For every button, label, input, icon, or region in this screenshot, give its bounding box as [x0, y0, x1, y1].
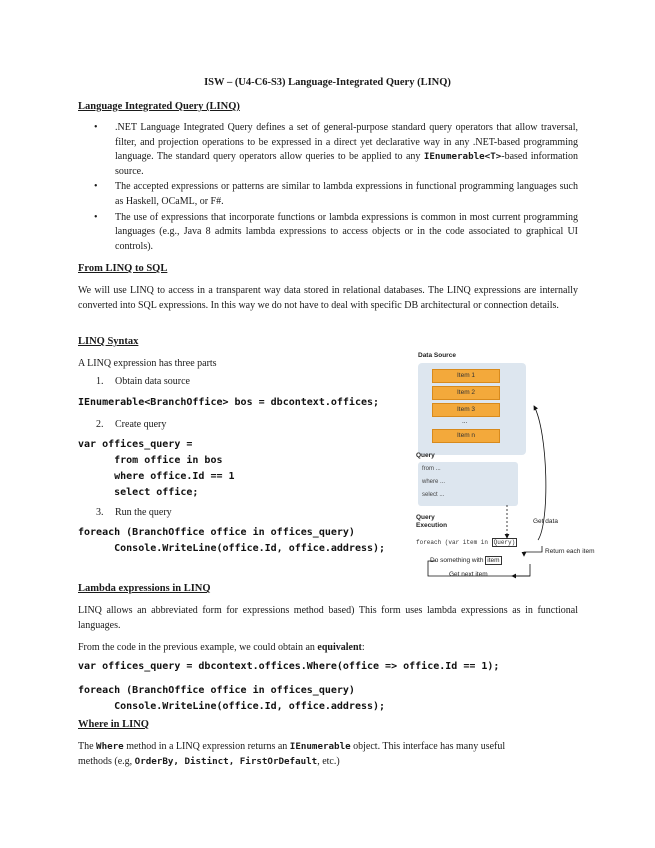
- exec-text: foreach (var item in: [416, 539, 492, 546]
- step-number: 3.: [96, 507, 104, 518]
- diagram-query-label: Query: [416, 452, 435, 459]
- get-next-label: Get next item: [449, 571, 488, 578]
- inline-code: IEnumerable<T>: [423, 151, 502, 163]
- step-number: 1.: [96, 376, 104, 387]
- code-line: foreach (BranchOffice office in offices_query): [78, 685, 355, 696]
- page-title: ISW – (U4-C6-S3) Language-Integrated Query (LINQ): [204, 77, 451, 88]
- inline-code: IEnumerable: [289, 741, 351, 752]
- data-item: Item 3: [432, 403, 500, 417]
- do-something-text: Do something with: [430, 557, 486, 564]
- diagram-exec-label-1: Query: [416, 514, 435, 521]
- return-each-label: Return each item: [545, 548, 595, 555]
- bold-text: equivalent: [317, 642, 362, 653]
- step-3: [96, 507, 172, 518]
- paragraph-where: [78, 739, 578, 769]
- heading-lambda: Lambda expressions in LINQ: [78, 583, 211, 594]
- step-2: [96, 419, 166, 430]
- data-item: Item 1: [432, 369, 500, 383]
- code-line: Console.WriteLine(office.Id, office.address);: [78, 543, 386, 554]
- text: , etc.): [317, 756, 340, 767]
- paragraph-syntax-intro: A LINQ expression has three parts: [78, 358, 217, 369]
- text: The: [78, 741, 97, 752]
- code-block-where: var offices_query = dbcontext.offices.Where(office => office.Id == 1);: [78, 661, 500, 672]
- paragraph-lambda-equivalent: [78, 640, 578, 655]
- linq-diagram: [412, 352, 595, 584]
- text: methods (e.g,: [78, 756, 135, 767]
- heading-linq-to-sql: From LINQ to SQL: [78, 263, 168, 274]
- inline-code: OrderBy, Distinct, FirstOrDefault: [134, 756, 318, 767]
- code-line: select office;: [78, 487, 199, 498]
- get-data-arrow: [534, 406, 546, 540]
- paragraph-linq-to-sql: We will use LINQ to access in a transparent way data stored in relational databases. The LINQ expressions are internally converted into SQL expressions. In this way we do not have to deal with specific DB architectural or connection details.: [78, 285, 578, 311]
- heading-linq: Language Integrated Query (LINQ): [78, 101, 240, 112]
- loop-line: [428, 561, 530, 576]
- code-line: foreach (BranchOffice office in offices_query): [78, 527, 355, 538]
- list-item: • The use of expressions that incorporate functions or lambda expressions is common in most current programming languages (e.g., Java 8 admits lambda expressions to access objects or in the code associated to graphical UI controls).: [78, 211, 578, 255]
- code-line: from office in bos: [78, 455, 223, 466]
- diagram-exec-label-2: Execution: [416, 522, 448, 529]
- step-label: Run the query: [115, 507, 172, 518]
- heading-linq-syntax: LINQ Syntax: [78, 336, 139, 347]
- bullet-text: .NET Language Integrated Query defines a set of general-purpose standard query operators that allow traversal, filter, and projection operations to be expressed in a direct yet declarative way in any .NET-based programming language. The standard query operators allow queries to be applied to any: [115, 122, 578, 163]
- step-number: 2.: [96, 419, 104, 430]
- list-item: • The accepted expressions or patterns are similar to lambda expressions in functional programming languages such as Haskell, OCaML, or F#.: [78, 180, 578, 209]
- item-box: item: [487, 557, 500, 564]
- text: :: [361, 642, 365, 653]
- return-item-arrow: [524, 546, 542, 556]
- text: object. This interface has many useful: [350, 741, 506, 752]
- exec-query-box: Query): [493, 539, 516, 546]
- query-line: select ...: [422, 492, 445, 498]
- code-line: where office.Id == 1: [78, 471, 235, 482]
- data-item-ellipsis: ...: [462, 418, 468, 425]
- bullet-text: -based information source.: [115, 151, 578, 177]
- code-line: var offices_query =: [78, 439, 193, 450]
- query-line: from ...: [422, 466, 441, 472]
- diagram-data-source-label: Data Source: [418, 352, 456, 359]
- inline-code: Where: [96, 741, 124, 752]
- step-1: [96, 376, 190, 387]
- data-item: Item 2: [432, 386, 500, 400]
- data-item: Item n: [432, 429, 500, 443]
- query-line: where ...: [422, 479, 446, 485]
- step-label: Create query: [115, 419, 167, 430]
- code-block-data-source: IEnumerable<BranchOffice> bos = dbcontext.offices;: [78, 397, 380, 408]
- heading-where: Where in LINQ: [78, 719, 149, 730]
- code-block-foreach: [78, 683, 385, 715]
- code-line: Console.WriteLine(office.Id, office.address);: [78, 701, 386, 712]
- code-block-run-query: [78, 525, 385, 557]
- text: From the code in the previous example, we could obtain an: [78, 642, 318, 653]
- list-item: [78, 121, 578, 179]
- diagram-arrows: [412, 352, 570, 584]
- text: method in a LINQ expression returns an: [123, 741, 290, 752]
- get-data-label: Get data: [533, 518, 558, 525]
- code-block-create-query: [78, 437, 235, 501]
- step-label: Obtain data source: [115, 376, 190, 387]
- linq-bullet-list: [78, 121, 578, 255]
- paragraph-lambda: LINQ allows an abbreviated form for expressions method based) This form uses lambda expressions as in functional languages.: [78, 605, 578, 631]
